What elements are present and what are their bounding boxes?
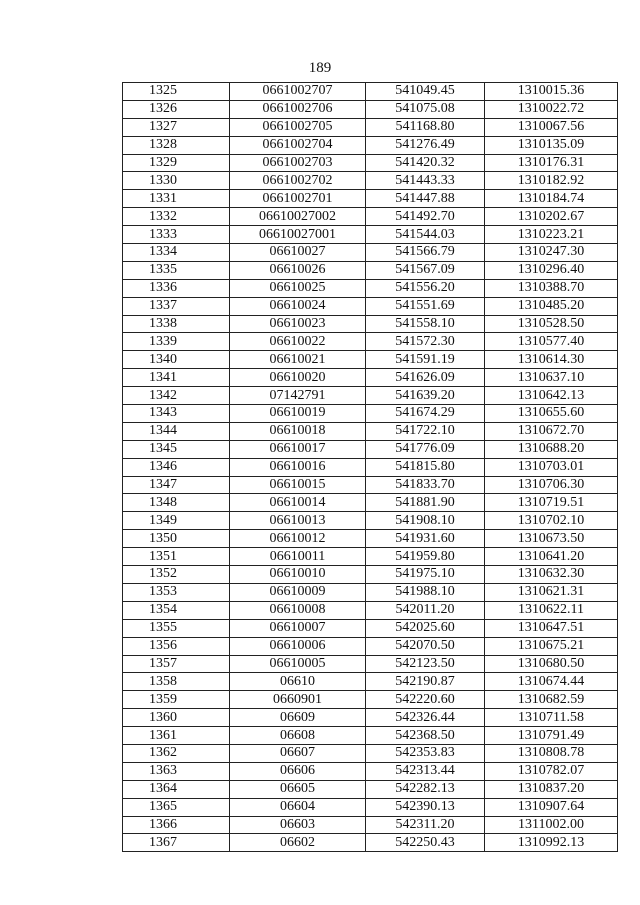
y-coordinate-cell: 1310067.56 <box>485 118 618 136</box>
point-id-cell: 06610027002 <box>230 208 366 226</box>
table-row <box>123 601 618 619</box>
y-coordinate-cell: 1310907.64 <box>485 798 618 816</box>
point-number-cell: 1335 <box>123 261 230 279</box>
table-row <box>123 655 618 673</box>
table-row <box>123 333 618 351</box>
point-number-cell: 1341 <box>123 369 230 387</box>
point-number-cell: 1366 <box>123 816 230 834</box>
y-coordinate-cell: 1311002.00 <box>485 816 618 834</box>
y-coordinate-cell: 1310184.74 <box>485 190 618 208</box>
x-coordinate-cell: 542313.44 <box>366 762 485 780</box>
point-id-cell: 06610009 <box>230 583 366 601</box>
point-id-cell: 0661002707 <box>230 83 366 101</box>
x-coordinate-cell: 541168.80 <box>366 118 485 136</box>
y-coordinate-cell: 1310485.20 <box>485 297 618 315</box>
point-number-cell: 1364 <box>123 780 230 798</box>
y-coordinate-cell: 1310614.30 <box>485 351 618 369</box>
table-row <box>123 691 618 709</box>
x-coordinate-cell: 541931.60 <box>366 530 485 548</box>
y-coordinate-cell: 1310647.51 <box>485 619 618 637</box>
table-row <box>123 261 618 279</box>
point-id-cell: 0661002703 <box>230 154 366 172</box>
x-coordinate-cell: 541049.45 <box>366 83 485 101</box>
point-id-cell: 06610015 <box>230 476 366 494</box>
y-coordinate-cell: 1310706.30 <box>485 476 618 494</box>
y-coordinate-cell: 1310808.78 <box>485 744 618 762</box>
x-coordinate-cell: 541815.80 <box>366 458 485 476</box>
point-id-cell: 0661002702 <box>230 172 366 190</box>
table-row <box>123 118 618 136</box>
x-coordinate-cell: 541674.29 <box>366 405 485 423</box>
point-id-cell: 06610027 <box>230 244 366 262</box>
point-id-cell: 06610006 <box>230 637 366 655</box>
x-coordinate-cell: 541639.20 <box>366 387 485 405</box>
table-row <box>123 816 618 834</box>
x-coordinate-cell: 541776.09 <box>366 440 485 458</box>
point-id-cell: 0661002701 <box>230 190 366 208</box>
page-number: 189 <box>308 60 332 76</box>
point-number-cell: 1354 <box>123 601 230 619</box>
table-row <box>123 297 618 315</box>
point-id-cell: 06610010 <box>230 566 366 584</box>
point-id-cell: 06610005 <box>230 655 366 673</box>
point-number-cell: 1331 <box>123 190 230 208</box>
point-number-cell: 1334 <box>123 244 230 262</box>
table-row <box>123 458 618 476</box>
table-row <box>123 476 618 494</box>
point-number-cell: 1347 <box>123 476 230 494</box>
x-coordinate-cell: 541075.08 <box>366 100 485 118</box>
point-id-cell: 06610018 <box>230 422 366 440</box>
point-number-cell: 1336 <box>123 279 230 297</box>
y-coordinate-cell: 1310022.72 <box>485 100 618 118</box>
y-coordinate-cell: 1310674.44 <box>485 673 618 691</box>
table-row <box>123 673 618 691</box>
point-number-cell: 1349 <box>123 512 230 530</box>
x-coordinate-cell: 541572.30 <box>366 333 485 351</box>
point-number-cell: 1333 <box>123 226 230 244</box>
point-id-cell: 06610023 <box>230 315 366 333</box>
point-number-cell: 1338 <box>123 315 230 333</box>
y-coordinate-cell: 1310703.01 <box>485 458 618 476</box>
y-coordinate-cell: 1310632.30 <box>485 566 618 584</box>
table-row <box>123 83 618 101</box>
x-coordinate-cell: 541566.79 <box>366 244 485 262</box>
point-id-cell: 06603 <box>230 816 366 834</box>
x-coordinate-cell: 542070.50 <box>366 637 485 655</box>
point-number-cell: 1326 <box>123 100 230 118</box>
x-coordinate-cell: 542190.87 <box>366 673 485 691</box>
x-coordinate-cell: 541626.09 <box>366 369 485 387</box>
y-coordinate-cell: 1310711.58 <box>485 709 618 727</box>
x-coordinate-cell: 542311.20 <box>366 816 485 834</box>
point-id-cell: 06610024 <box>230 297 366 315</box>
y-coordinate-cell: 1310702.10 <box>485 512 618 530</box>
y-coordinate-cell: 1310223.21 <box>485 226 618 244</box>
y-coordinate-cell: 1310621.31 <box>485 583 618 601</box>
point-id-cell: 06604 <box>230 798 366 816</box>
point-number-cell: 1339 <box>123 333 230 351</box>
point-number-cell: 1329 <box>123 154 230 172</box>
table-row <box>123 744 618 762</box>
x-coordinate-cell: 542011.20 <box>366 601 485 619</box>
y-coordinate-cell: 1310641.20 <box>485 548 618 566</box>
x-coordinate-cell: 542326.44 <box>366 709 485 727</box>
y-coordinate-cell: 1310992.13 <box>485 834 618 852</box>
table-row <box>123 494 618 512</box>
point-number-cell: 1353 <box>123 583 230 601</box>
coordinates-table-body <box>123 83 618 852</box>
x-coordinate-cell: 542025.60 <box>366 619 485 637</box>
y-coordinate-cell: 1310682.59 <box>485 691 618 709</box>
table-row <box>123 136 618 154</box>
point-number-cell: 1345 <box>123 440 230 458</box>
point-id-cell: 06606 <box>230 762 366 780</box>
y-coordinate-cell: 1310837.20 <box>485 780 618 798</box>
point-number-cell: 1357 <box>123 655 230 673</box>
x-coordinate-cell: 541556.20 <box>366 279 485 297</box>
y-coordinate-cell: 1310675.21 <box>485 637 618 655</box>
table-row <box>123 315 618 333</box>
table-row <box>123 154 618 172</box>
x-coordinate-cell: 541975.10 <box>366 566 485 584</box>
x-coordinate-cell: 541420.32 <box>366 154 485 172</box>
point-id-cell: 06610022 <box>230 333 366 351</box>
point-id-cell: 06610027001 <box>230 226 366 244</box>
point-number-cell: 1359 <box>123 691 230 709</box>
x-coordinate-cell: 541276.49 <box>366 136 485 154</box>
table-row <box>123 369 618 387</box>
y-coordinate-cell: 1310642.13 <box>485 387 618 405</box>
y-coordinate-cell: 1310135.09 <box>485 136 618 154</box>
point-number-cell: 1325 <box>123 83 230 101</box>
x-coordinate-cell: 542390.13 <box>366 798 485 816</box>
y-coordinate-cell: 1310782.07 <box>485 762 618 780</box>
point-number-cell: 1358 <box>123 673 230 691</box>
table-row <box>123 512 618 530</box>
table-row <box>123 619 618 637</box>
table-row <box>123 422 618 440</box>
table-row <box>123 208 618 226</box>
point-id-cell: 06608 <box>230 727 366 745</box>
point-id-cell: 06610019 <box>230 405 366 423</box>
y-coordinate-cell: 1310688.20 <box>485 440 618 458</box>
table-row <box>123 780 618 798</box>
x-coordinate-cell: 542353.83 <box>366 744 485 762</box>
y-coordinate-cell: 1310247.30 <box>485 244 618 262</box>
table-row <box>123 762 618 780</box>
x-coordinate-cell: 541722.10 <box>366 422 485 440</box>
point-number-cell: 1337 <box>123 297 230 315</box>
y-coordinate-cell: 1310719.51 <box>485 494 618 512</box>
point-number-cell: 1328 <box>123 136 230 154</box>
x-coordinate-cell: 541881.90 <box>366 494 485 512</box>
point-number-cell: 1344 <box>123 422 230 440</box>
table-row <box>123 387 618 405</box>
x-coordinate-cell: 542220.60 <box>366 691 485 709</box>
table-row <box>123 172 618 190</box>
table-row <box>123 566 618 584</box>
point-id-cell: 06610025 <box>230 279 366 297</box>
point-number-cell: 1332 <box>123 208 230 226</box>
y-coordinate-cell: 1310182.92 <box>485 172 618 190</box>
x-coordinate-cell: 541544.03 <box>366 226 485 244</box>
x-coordinate-cell: 541551.69 <box>366 297 485 315</box>
point-id-cell: 06610017 <box>230 440 366 458</box>
point-id-cell: 06610020 <box>230 369 366 387</box>
y-coordinate-cell: 1310672.70 <box>485 422 618 440</box>
point-id-cell: 0661002704 <box>230 136 366 154</box>
table-row <box>123 244 618 262</box>
x-coordinate-cell: 541447.88 <box>366 190 485 208</box>
point-id-cell: 06610014 <box>230 494 366 512</box>
point-id-cell: 06610013 <box>230 512 366 530</box>
y-coordinate-cell: 1310622.11 <box>485 601 618 619</box>
x-coordinate-cell: 541558.10 <box>366 315 485 333</box>
point-number-cell: 1360 <box>123 709 230 727</box>
table-row <box>123 583 618 601</box>
point-number-cell: 1327 <box>123 118 230 136</box>
table-row <box>123 709 618 727</box>
table-row <box>123 727 618 745</box>
point-id-cell: 0661002705 <box>230 118 366 136</box>
y-coordinate-cell: 1310015.36 <box>485 83 618 101</box>
point-number-cell: 1367 <box>123 834 230 852</box>
point-number-cell: 1361 <box>123 727 230 745</box>
table-row <box>123 637 618 655</box>
y-coordinate-cell: 1310202.67 <box>485 208 618 226</box>
x-coordinate-cell: 542368.50 <box>366 727 485 745</box>
point-number-cell: 1351 <box>123 548 230 566</box>
table-row <box>123 440 618 458</box>
point-number-cell: 1342 <box>123 387 230 405</box>
point-number-cell: 1363 <box>123 762 230 780</box>
table-row <box>123 226 618 244</box>
x-coordinate-cell: 541988.10 <box>366 583 485 601</box>
point-id-cell: 06602 <box>230 834 366 852</box>
y-coordinate-cell: 1310388.70 <box>485 279 618 297</box>
x-coordinate-cell: 541959.80 <box>366 548 485 566</box>
point-id-cell: 06610021 <box>230 351 366 369</box>
y-coordinate-cell: 1310577.40 <box>485 333 618 351</box>
coordinates-table <box>122 82 618 852</box>
point-id-cell: 06610016 <box>230 458 366 476</box>
point-id-cell: 06610007 <box>230 619 366 637</box>
x-coordinate-cell: 541833.70 <box>366 476 485 494</box>
point-number-cell: 1350 <box>123 530 230 548</box>
y-coordinate-cell: 1310673.50 <box>485 530 618 548</box>
point-number-cell: 1355 <box>123 619 230 637</box>
point-id-cell: 0661002706 <box>230 100 366 118</box>
x-coordinate-cell: 541567.09 <box>366 261 485 279</box>
x-coordinate-cell: 542250.43 <box>366 834 485 852</box>
point-number-cell: 1365 <box>123 798 230 816</box>
point-id-cell: 06610011 <box>230 548 366 566</box>
point-number-cell: 1362 <box>123 744 230 762</box>
point-id-cell: 06607 <box>230 744 366 762</box>
point-number-cell: 1356 <box>123 637 230 655</box>
x-coordinate-cell: 541591.19 <box>366 351 485 369</box>
y-coordinate-cell: 1310791.49 <box>485 727 618 745</box>
point-number-cell: 1330 <box>123 172 230 190</box>
table-row <box>123 100 618 118</box>
y-coordinate-cell: 1310655.60 <box>485 405 618 423</box>
x-coordinate-cell: 542282.13 <box>366 780 485 798</box>
x-coordinate-cell: 541443.33 <box>366 172 485 190</box>
table-row <box>123 548 618 566</box>
table-row <box>123 190 618 208</box>
table-row <box>123 405 618 423</box>
point-id-cell: 06610008 <box>230 601 366 619</box>
table-row <box>123 834 618 852</box>
x-coordinate-cell: 542123.50 <box>366 655 485 673</box>
point-id-cell: 06610012 <box>230 530 366 548</box>
x-coordinate-cell: 541908.10 <box>366 512 485 530</box>
y-coordinate-cell: 1310528.50 <box>485 315 618 333</box>
point-id-cell: 06610026 <box>230 261 366 279</box>
point-number-cell: 1343 <box>123 405 230 423</box>
y-coordinate-cell: 1310176.31 <box>485 154 618 172</box>
table-row <box>123 351 618 369</box>
x-coordinate-cell: 541492.70 <box>366 208 485 226</box>
point-id-cell: 06609 <box>230 709 366 727</box>
point-number-cell: 1340 <box>123 351 230 369</box>
point-id-cell: 06605 <box>230 780 366 798</box>
table-row <box>123 798 618 816</box>
point-id-cell: 06610 <box>230 673 366 691</box>
y-coordinate-cell: 1310637.10 <box>485 369 618 387</box>
point-number-cell: 1352 <box>123 566 230 584</box>
y-coordinate-cell: 1310680.50 <box>485 655 618 673</box>
y-coordinate-cell: 1310296.40 <box>485 261 618 279</box>
table-row <box>123 530 618 548</box>
point-number-cell: 1346 <box>123 458 230 476</box>
table-row <box>123 279 618 297</box>
point-id-cell: 07142791 <box>230 387 366 405</box>
point-id-cell: 0660901 <box>230 691 366 709</box>
point-number-cell: 1348 <box>123 494 230 512</box>
